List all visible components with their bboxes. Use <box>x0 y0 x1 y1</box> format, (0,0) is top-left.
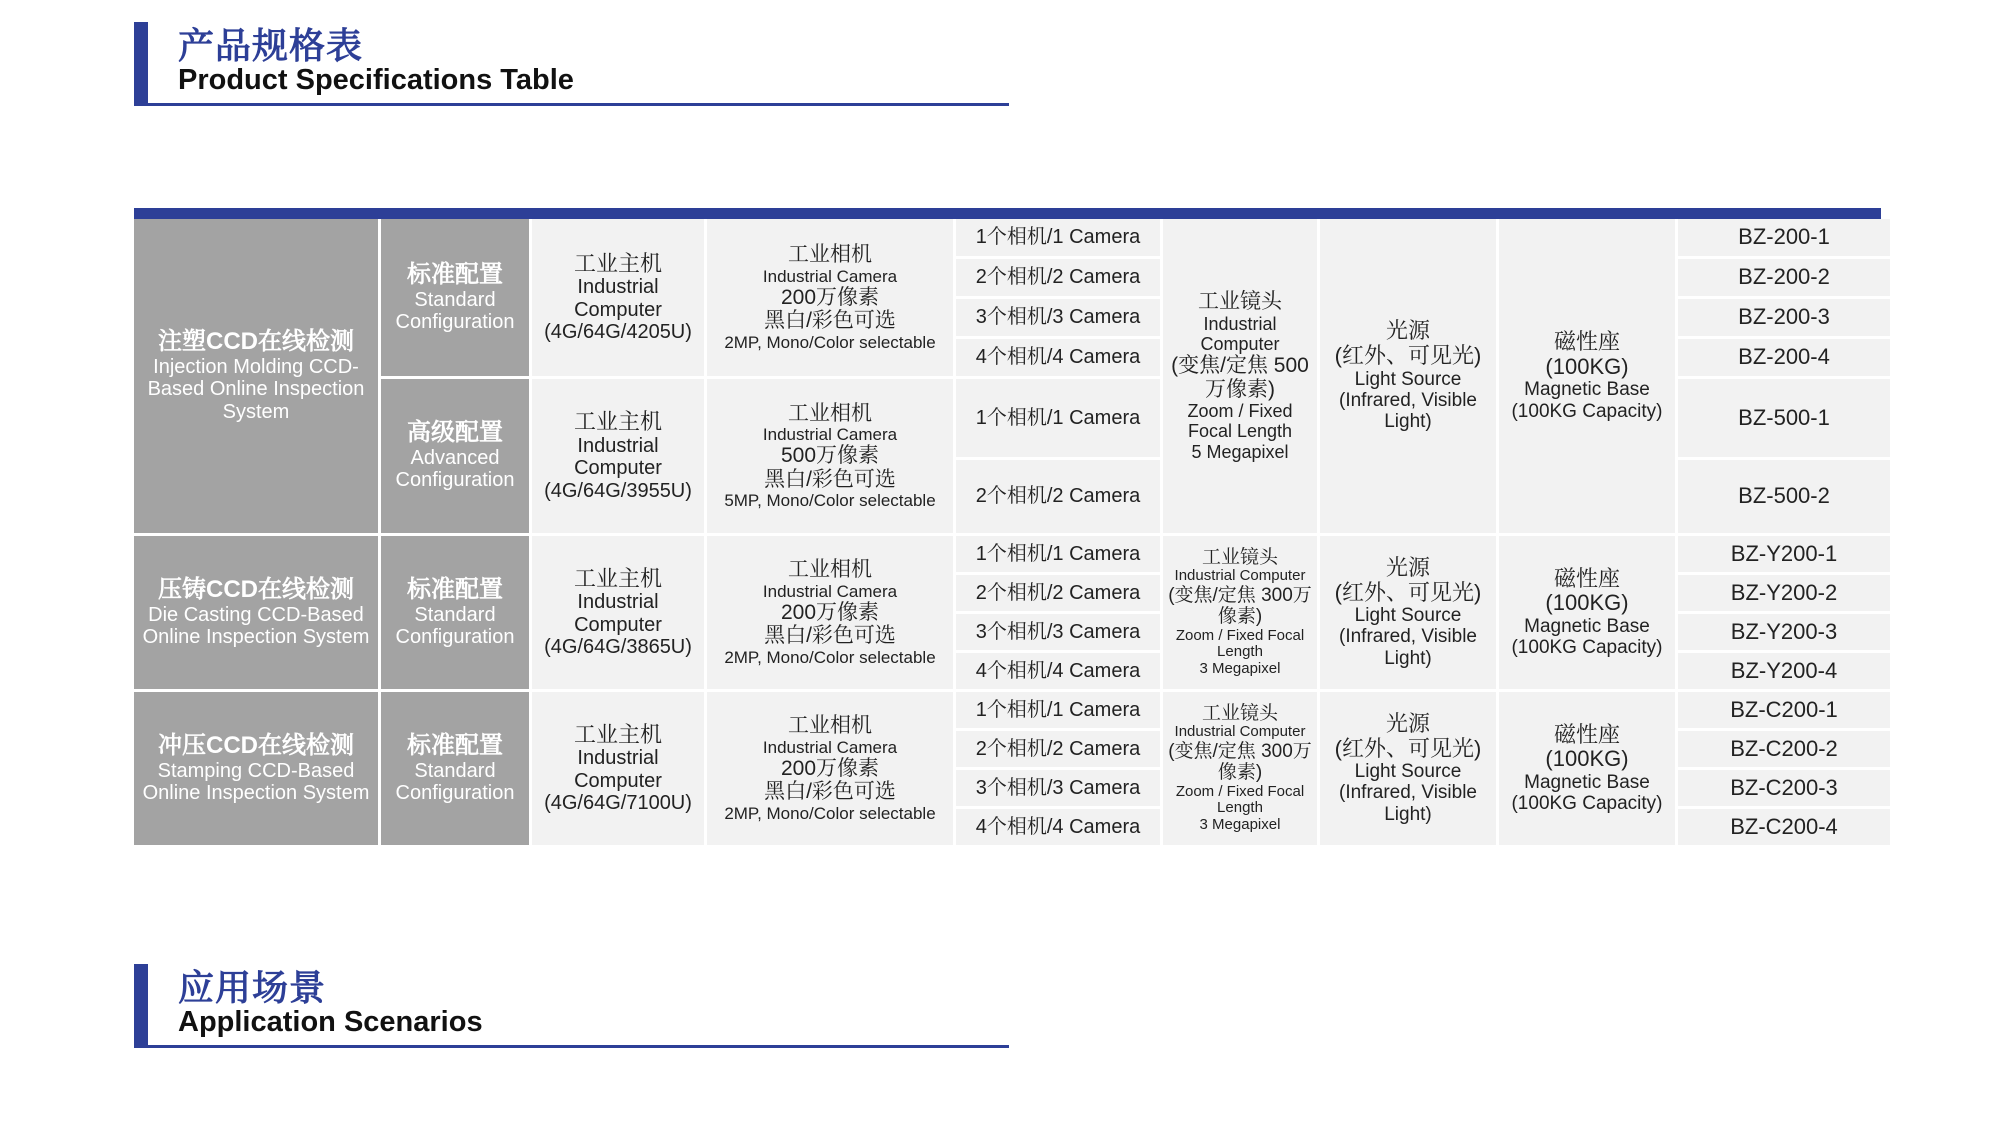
camera-count: 1个相机/1 Camera <box>956 692 1160 728</box>
camera-count: 2个相机/2 Camera <box>956 575 1160 611</box>
camera-count: 1个相机/1 Camera <box>956 379 1160 457</box>
camera-count: 4个相机/4 Camera <box>956 653 1160 689</box>
config-standard: 标准配置 Standard Configuration <box>381 219 529 376</box>
group-stamping: 冲压CCD在线检测 Stamping CCD-Based Online Inspection System <box>134 692 378 845</box>
computer-cell: 工业主机 Industrial Computer (4G/64G/3865U) <box>532 536 704 689</box>
light-source-cell: 光源 (红外、可见光) Light Source (Infrared, Visible Light) <box>1320 219 1496 533</box>
model-number: BZ-Y200-4 <box>1678 653 1890 689</box>
model-number: BZ-200-1 <box>1678 219 1890 256</box>
config-standard: 标准配置 Standard Configuration <box>381 536 529 689</box>
model-number: BZ-500-1 <box>1678 379 1890 457</box>
computer-cell: 工业主机 Industrial Computer (4G/64G/3955U) <box>532 379 704 533</box>
computer-cell: 工业主机 Industrial Computer (4G/64G/7100U) <box>532 692 704 845</box>
model-number: BZ-200-2 <box>1678 259 1890 296</box>
camera-count: 3个相机/3 Camera <box>956 770 1160 806</box>
camera-count: 3个相机/3 Camera <box>956 614 1160 650</box>
config-standard: 标准配置 Standard Configuration <box>381 692 529 845</box>
computer-cell: 工业主机 Industrial Computer (4G/64G/4205U) <box>532 219 704 376</box>
model-number: BZ-200-3 <box>1678 299 1890 336</box>
section-underline <box>134 1045 1009 1048</box>
config-advanced: 高级配置 Advanced Configuration <box>381 379 529 533</box>
camera-count: 3个相机/3 Camera <box>956 299 1160 336</box>
model-number: BZ-C200-4 <box>1678 809 1890 845</box>
spec-table-wrapper <box>134 208 1881 848</box>
lens-cell: 工业镜头 Industrial Computer (变焦/定焦 300万像素) Zoom / Fixed Focal Length 3 Megapixel <box>1163 692 1317 845</box>
section-title-zh: 应用场景 <box>178 967 327 1008</box>
magnetic-base-cell: 磁性座 (100KG) Magnetic Base (100KG Capacity) <box>1499 692 1675 845</box>
magnetic-base-cell: 磁性座 (100KG) Magnetic Base (100KG Capacity) <box>1499 536 1675 689</box>
group-injection: 注塑CCD在线检测 Injection Molding CCD-Based Online Inspection System <box>134 219 378 533</box>
camera-count: 1个相机/1 Camera <box>956 536 1160 572</box>
section-accent-bar <box>134 964 148 1046</box>
section-accent-bar <box>134 22 148 104</box>
magnetic-base-cell: 磁性座 (100KG) Magnetic Base (100KG Capacity) <box>1499 219 1675 533</box>
model-number: BZ-C200-1 <box>1678 692 1890 728</box>
section-title-zh: 产品规格表 <box>178 25 364 66</box>
light-source-cell: 光源 (红外、可见光) Light Source (Infrared, Visible Light) <box>1320 692 1496 845</box>
camera-cell: 工业相机 Industrial Camera 200万像素 黑白/彩色可选 2MP, Mono/Color selectable <box>707 692 953 845</box>
section-underline <box>134 103 1009 106</box>
section-title-en: Application Scenarios <box>178 1006 483 1038</box>
camera-count: 2个相机/2 Camera <box>956 259 1160 296</box>
lens-cell: 工业镜头 Industrial Computer (变焦/定焦 300万像素) Zoom / Fixed Focal Length 3 Megapixel <box>1163 536 1317 689</box>
model-number: BZ-500-2 <box>1678 460 1890 533</box>
group-die-casting: 压铸CCD在线检测 Die Casting CCD-Based Online Inspection System <box>134 536 378 689</box>
model-number: BZ-200-4 <box>1678 339 1890 376</box>
model-number: BZ-C200-3 <box>1678 770 1890 806</box>
model-number: BZ-Y200-2 <box>1678 575 1890 611</box>
light-source-cell: 光源 (红外、可见光) Light Source (Infrared, Visible Light) <box>1320 536 1496 689</box>
spec-table <box>131 216 1893 848</box>
camera-count: 4个相机/4 Camera <box>956 809 1160 845</box>
camera-count: 2个相机/2 Camera <box>956 731 1160 767</box>
model-number: BZ-Y200-3 <box>1678 614 1890 650</box>
lens-cell: 工业镜头 Industrial Computer (变焦/定焦 500万像素) Zoom / Fixed Focal Length 5 Megapixel <box>1163 219 1317 533</box>
camera-cell: 工业相机 Industrial Camera 200万像素 黑白/彩色可选 2MP, Mono/Color selectable <box>707 536 953 689</box>
model-number: BZ-C200-2 <box>1678 731 1890 767</box>
camera-count: 1个相机/1 Camera <box>956 219 1160 256</box>
camera-count: 4个相机/4 Camera <box>956 339 1160 376</box>
camera-count: 2个相机/2 Camera <box>956 460 1160 533</box>
model-number: BZ-Y200-1 <box>1678 536 1890 572</box>
camera-cell: 工业相机 Industrial Camera 200万像素 黑白/彩色可选 2MP, Mono/Color selectable <box>707 219 953 376</box>
camera-cell: 工业相机 Industrial Camera 500万像素 黑白/彩色可选 5MP, Mono/Color selectable <box>707 379 953 533</box>
section-title-en: Product Specifications Table <box>178 64 574 96</box>
